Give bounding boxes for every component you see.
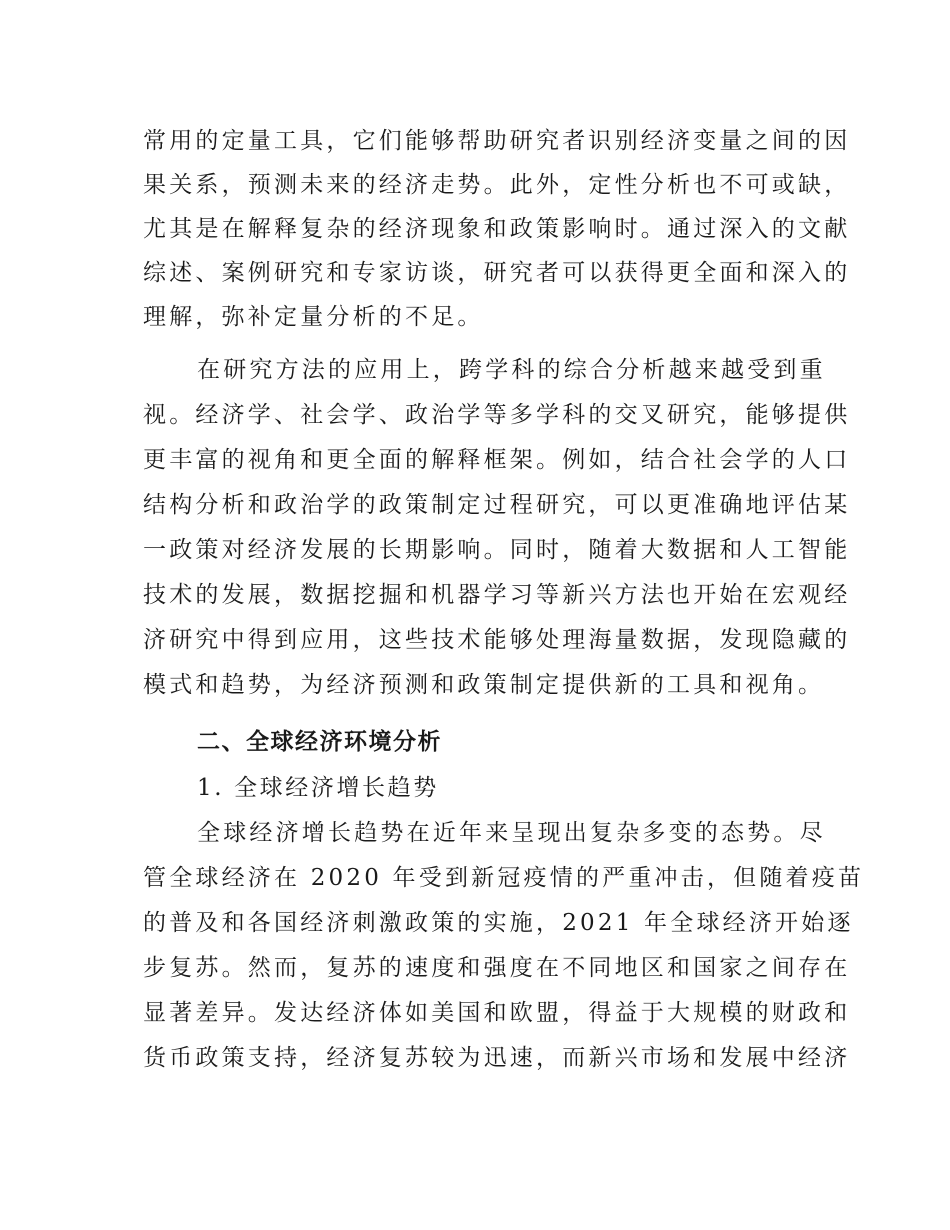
paragraph-line: 理解，弥补定量分析的不足。: [143, 304, 484, 330]
paragraph-line: 济研究中得到应用，这些技术能够处理海量数据，发现隐藏的: [143, 627, 851, 653]
paragraph-line: 综述、案例研究和专家访谈，研究者可以获得更全面和深入的: [143, 260, 851, 286]
paragraph-line: 一政策对经济发展的长期影响。同时，随着大数据和人工智能: [143, 537, 851, 563]
paragraph-line: 模式和趋势，为经济预测和政策制定提供新的工具和视角。: [143, 672, 825, 698]
paragraph-line: 尤其是在解释复杂的经济现象和政策影响时。通过深入的文献: [143, 216, 851, 242]
paragraph-line: 步复苏。然而，复苏的速度和强度在不同地区和国家之间存在: [143, 955, 851, 981]
paragraph-line: 货币政策支持，经济复苏较为迅速，而新兴市场和发展中经济: [143, 1045, 851, 1071]
paragraph-first-line: 在研究方法的应用上，跨学科的综合分析越来越受到重: [197, 357, 826, 383]
paragraph-line: 常用的定量工具，它们能够帮助研究者识别经济变量之间的因: [143, 128, 851, 154]
paragraph-line: 视。经济学、社会学、政治学等多学科的交叉研究，能够提供: [143, 402, 851, 428]
paragraph-line: 果关系，预测未来的经济走势。此外，定性分析也不可或缺，: [143, 172, 851, 198]
paragraph-line: 显著差异。发达经济体如美国和欧盟，得益于大规模的财政和: [143, 1000, 851, 1026]
subsection-heading: 1. 全球经济增长趋势: [197, 775, 439, 801]
section-heading: 二、全球经济环境分析: [197, 729, 442, 755]
paragraph-line: 更丰富的视角和更全面的解释框架。例如，结合社会学的人口: [143, 447, 851, 473]
paragraph-line: 管全球经济在 2020 年受到新冠疫情的严重冲击，但随着疫苗: [143, 865, 865, 891]
paragraph-line: 技术的发展，数据挖掘和机器学习等新兴方法也开始在宏观经: [143, 582, 851, 608]
paragraph-line: 结构分析和政治学的政策制定过程研究，可以更准确地评估某: [143, 492, 851, 518]
paragraph-line: 的普及和各国经济刺激政策的实施，2021 年全球经济开始逐: [143, 910, 854, 936]
paragraph-first-line: 全球经济增长趋势在近年来呈现出复杂多变的态势。尽: [197, 820, 826, 846]
